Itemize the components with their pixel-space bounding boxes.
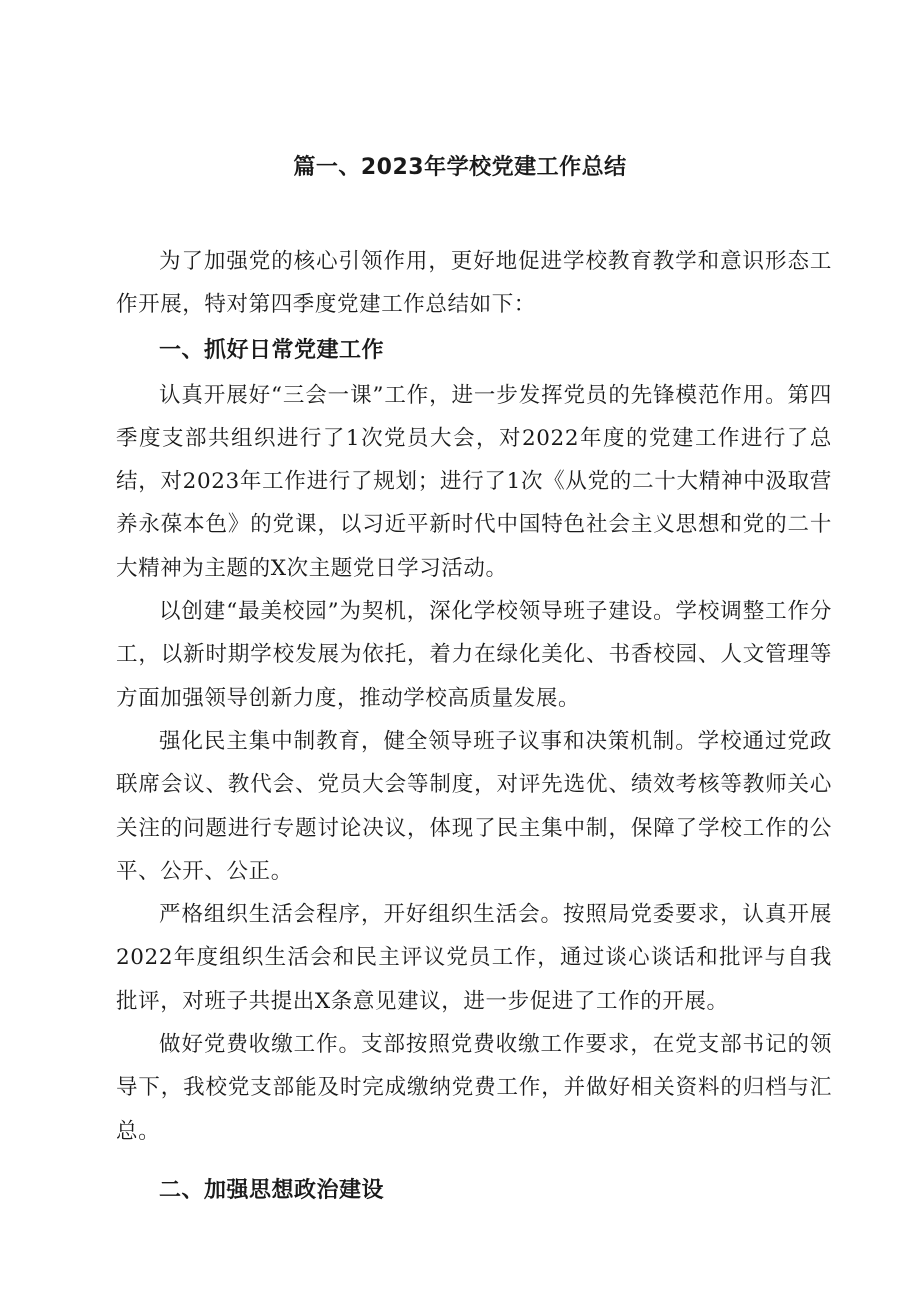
- section1-paragraph-1: 认真开展好“三会一课”工作，进一步发挥党员的先锋模范作用。第四季度支部共组织进行了1次党员大会，对2022年度的党建工作进行了总结，对2023年工作进行了规划；进行了1次《从党的二十大精神中汲取营养永葆本色》的党课，以习近平新时代中国特色社会主义思想和党的二十大精神为主题的X次主题党日学习活动。: [116, 382, 832, 581]
- document-body: [116, 240, 832, 1211]
- section1-paragraph-2: 以创建“最美校园”为契机，深化学校领导班子建设。学校调整工作分工，以新时期学校发展为依托，着力在绿化美化、书香校园、人文管理等方面加强领导创新力度，推动学校高质量发展。: [116, 599, 832, 711]
- section1-paragraph-5: 做好党费收缴工作。支部按照党费收缴工作要求，在党支部书记的领导下，我校党支部能及时完成缴纳党费工作，并做好相关资料的归档与汇总。: [116, 1032, 832, 1144]
- intro-paragraph: 为了加强党的核心引领作用，更好地促进学校教育教学和意识形态工作开展，特对第四季度党建工作总结如下：: [116, 249, 832, 318]
- section-heading-1: 一、抓好日常党建工作: [159, 337, 385, 363]
- section1-paragraph-3: 强化民主集中制教育，健全领导班子议事和决策机制。学校通过党政联席会议、教代会、党员大会等制度，对评先选优、绩效考核等教师关心关注的问题进行专题讨论决议，体现了民主集中制，保障了学校工作的公平、公开、公正。: [116, 728, 832, 884]
- document-title: 篇一、2023年学校党建工作总结: [293, 155, 627, 180]
- section-heading-2: 二、加强思想政治建设: [159, 1177, 385, 1203]
- section1-paragraph-4: 严格组织生活会程序，开好组织生活会。按照局党委要求，认真开展2022年度组织生活会和民主评议党员工作，通过谈心谈话和批评与自我批评，对班子共提出X条意见建议，进一步促进了工作的开展。: [116, 902, 832, 1014]
